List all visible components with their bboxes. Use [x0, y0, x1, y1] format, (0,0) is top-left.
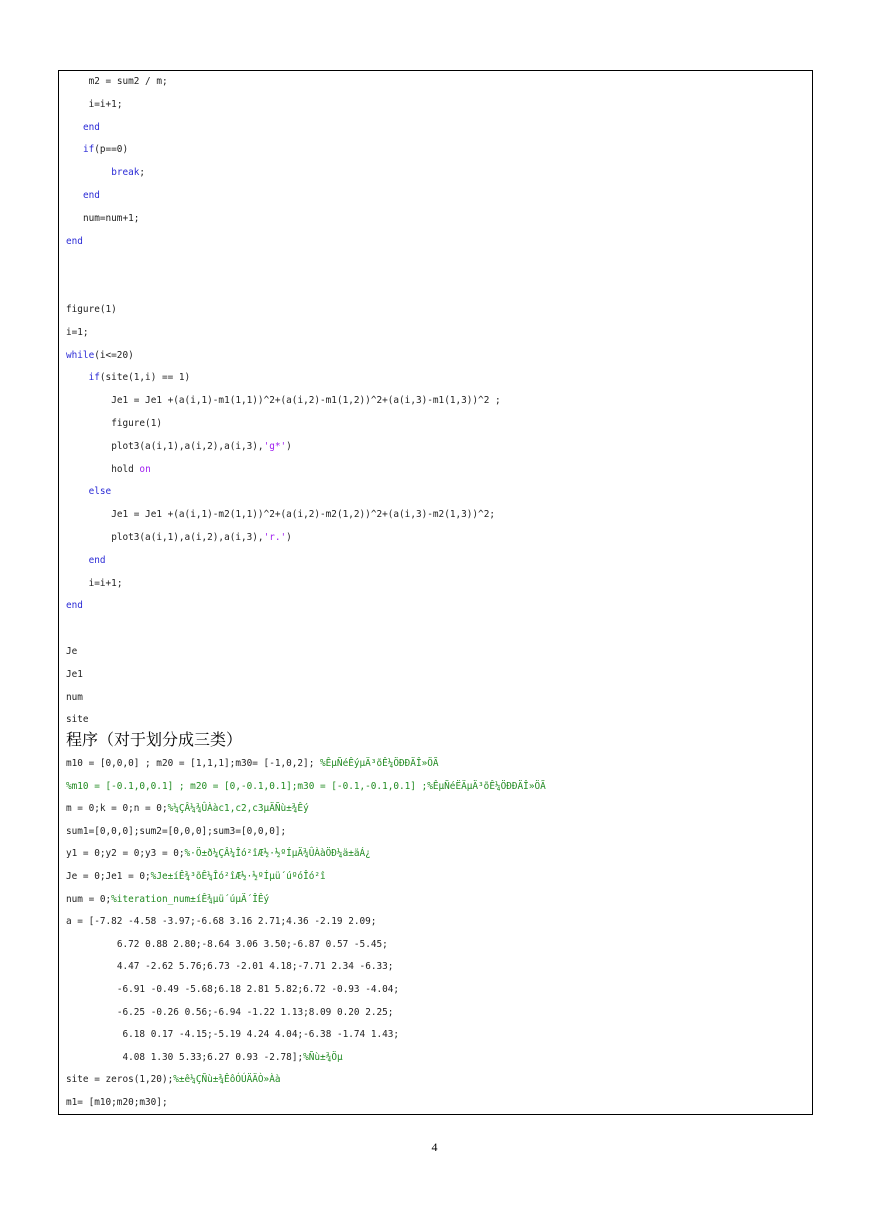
code-comment: %Je±íÊ¾³õÊ¼Îó²îÆ½·½ºÍµü´úºóÎó²î	[150, 871, 326, 882]
code-line	[66, 304, 117, 316]
code-text: plot3(a(i,1),a(i,2),a(i,3),	[111, 532, 264, 543]
code-line	[111, 167, 145, 179]
page-number: 4	[431, 1140, 438, 1154]
code-text: -6.91 -0.49 -5.68;6.18 2.81 5.82;6.72 -0.93 -4.04;	[116, 984, 400, 995]
code-text: -6.25 -0.26 0.56;-6.94 -1.22 1.13;8.09 0.20 2.25;	[116, 1006, 394, 1018]
code-line	[66, 692, 83, 704]
code-keyword: end	[82, 121, 100, 133]
code-text: figure(1)	[111, 418, 162, 429]
code-keyword: end	[88, 554, 106, 566]
code-text: Je	[66, 646, 78, 657]
code-text: m = 0;k = 0;n = 0;	[66, 803, 168, 815]
code-line	[89, 578, 123, 590]
code-text: Je1 = Je1 +(a(i,1)-m2(1,1))^2+(a(i,2)-m2(1,2))^2+(a(i,3)-m2(1,3))^2;	[111, 509, 495, 521]
code-line	[66, 803, 309, 815]
code-text: ;	[139, 167, 146, 179]
code-line	[66, 714, 89, 726]
code-text: 4.08 1.30 5.33;6.27 0.93 -2.78];	[122, 1051, 304, 1063]
code-keyword: end	[66, 235, 83, 247]
code-text: m1= [m10;m20;m30];	[66, 1097, 168, 1108]
code-line	[66, 758, 439, 770]
code-text: figure(1)	[66, 304, 117, 315]
code-line	[66, 646, 77, 658]
code-keyword: end	[82, 190, 100, 201]
code-text: m10 = [0,0,0] ; m20 = [1,1,1];m30= [-1,0,2];	[66, 758, 320, 769]
code-line	[117, 939, 388, 951]
code-text: )	[286, 440, 292, 452]
code-keyword: if	[88, 372, 100, 384]
code-line	[89, 486, 112, 498]
code-line	[83, 190, 100, 202]
code-text: num = 0;	[66, 893, 112, 905]
code-line	[117, 1007, 394, 1019]
code-string: 'r.'	[263, 532, 287, 543]
code-line	[111, 464, 151, 476]
code-comment: %·Ö±ð¼ÇÂ¼Îó²îÆ½·½ºÍµÄ¾ÛÀàÖÐ¼ä±äÁ¿	[184, 848, 371, 860]
code-line	[66, 894, 269, 906]
code-line	[66, 1097, 168, 1109]
code-comment: %±ê¼ÇÑù±¾ÊôÓÚÄÄÒ»Àà	[173, 1074, 281, 1086]
code-text: 6.72 0.88 2.80;-8.64 3.06 3.50;-6.87 0.57 -5.45;	[116, 938, 388, 950]
code-line	[111, 395, 500, 407]
code-text: num	[66, 691, 83, 703]
code-text: (p==0)	[94, 144, 129, 156]
code-text: m2 = sum2 / m;	[88, 76, 168, 87]
code-text: site	[66, 714, 89, 726]
code-line	[123, 1052, 343, 1064]
code-text: a = [-7.82 -4.58 -3.97;-6.68 3.16 2.71;4.36 -2.19 2.09;	[66, 916, 377, 928]
code-text: i=i+1;	[88, 577, 123, 589]
code-line	[83, 144, 128, 156]
code-string: 'g*'	[263, 440, 287, 452]
code-line	[117, 984, 399, 996]
code-text: (site(1,i) == 1)	[99, 372, 191, 384]
code-comment: %¼ÇÂ¼¾ÛÀàc1,c2,c3µÄÑù±¾Êý	[167, 803, 309, 815]
code-line	[89, 76, 168, 88]
code-text: i=i+1;	[88, 98, 123, 110]
code-text: y1 = 0;y2 = 0;y3 = 0;	[66, 848, 185, 860]
code-text: 6.18 0.17 -4.15;-5.19 4.24 4.04;-6.38 -1.74 1.43;	[122, 1029, 400, 1041]
code-line	[66, 236, 83, 248]
code-string: on	[139, 463, 151, 475]
code-line	[89, 555, 106, 567]
code-line	[66, 350, 134, 362]
code-line	[83, 213, 139, 225]
code-text: )	[286, 532, 292, 543]
code-line	[66, 600, 83, 612]
code-line	[111, 441, 292, 453]
code-line	[111, 418, 162, 430]
code-comment: %Ñù±¾Öµ	[303, 1051, 343, 1063]
code-line	[66, 1074, 281, 1086]
code-comment: %ÊµÑéÊýµÄ³õÊ¼ÖÐÐÄÎ»ÖÃ	[320, 758, 439, 769]
code-line	[66, 669, 83, 681]
code-line	[66, 327, 89, 339]
code-line	[66, 916, 376, 928]
code-text: Je1	[66, 668, 83, 680]
code-keyword: break	[111, 167, 140, 179]
code-line	[83, 122, 100, 134]
code-listing-frame	[58, 70, 813, 1115]
code-line	[66, 848, 371, 860]
code-line	[89, 372, 191, 384]
code-text: Je = 0;Je1 = 0;	[66, 871, 151, 882]
code-text: Je1 = Je1 +(a(i,1)-m1(1,1))^2+(a(i,2)-m1(1,2))^2+(a(i,3)-m1(1,3))^2 ;	[111, 395, 501, 407]
code-line	[111, 532, 292, 544]
code-keyword: while	[66, 349, 95, 361]
code-line	[117, 961, 394, 973]
code-line	[66, 871, 326, 883]
code-line	[111, 509, 495, 521]
section-heading: 程序（对于划分成三类）	[66, 730, 243, 749]
code-line	[66, 826, 286, 838]
code-line	[89, 99, 123, 111]
code-comment: %m10 = [-0.1,0,0.1] ; m20 = [0,-0.1,0.1];m30 = [-0.1,-0.1,0.1] ;%ÊµÑéËÄµÄ³õÊ¼ÖÐÐÄÎ»ÖÃ	[66, 780, 546, 792]
code-text: site = zeros(1,20);	[66, 1074, 174, 1086]
code-keyword: else	[88, 486, 112, 498]
code-text: sum1=[0,0,0];sum2=[0,0,0];sum3=[0,0,0];	[66, 825, 287, 837]
code-keyword: end	[66, 600, 83, 612]
code-line	[123, 1029, 400, 1041]
code-text: (i<=20)	[94, 349, 134, 361]
code-text: i=1;	[66, 326, 89, 338]
code-line	[66, 781, 546, 793]
code-comment: %iteration_num±íÊ¾µü´úµÄ´ÎÊý	[111, 893, 270, 905]
code-text: hold	[111, 463, 140, 475]
code-keyword: if	[82, 144, 95, 156]
code-text: num=num+1;	[82, 212, 140, 224]
code-text: plot3(a(i,1),a(i,2),a(i,3),	[111, 440, 264, 452]
code-text: 4.47 -2.62 5.76;6.73 -2.01 4.18;-7.71 2.34 -6.33;	[116, 961, 394, 973]
